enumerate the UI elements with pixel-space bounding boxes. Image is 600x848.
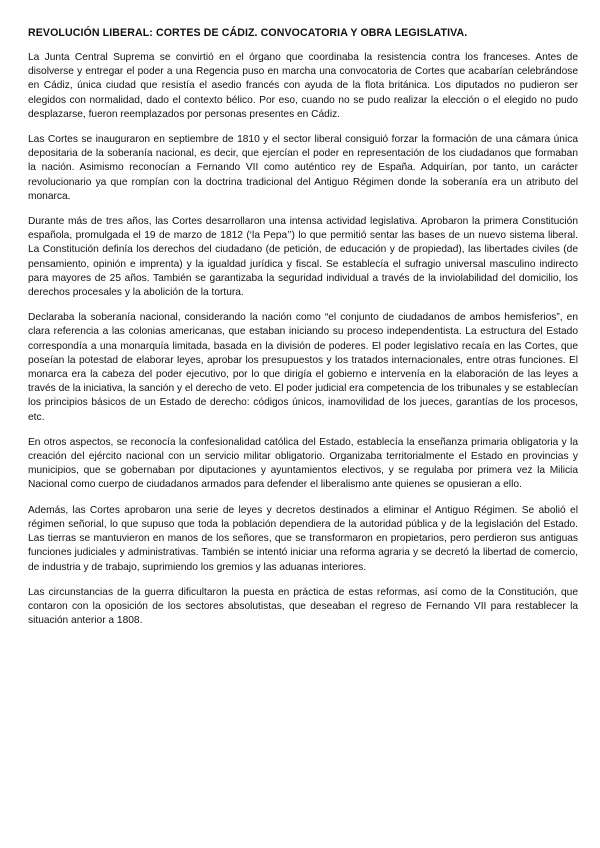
- paragraph-2: Las Cortes se inauguraron en septiembre de 1810 y el sector liberal consiguió forzar la formación de una cámara única depositaria de la soberanía nacional, es decir, que ejercían el poder en representación de los ciudadanos que formaban la nación. Asimismo reconocían a Fernando VII como auténtico rey de España. Adquirían, por tanto, un carácter revolucionario ya que rompían con la doctrina tradicional del Antiguo Régimen donde la soberanía era un atributo del monarca.: [28, 134, 578, 202]
- document-title: REVOLUCIÓN LIBERAL: CORTES DE CÁDIZ. CONVOCATORIA Y OBRA LEGISLATIVA.: [28, 27, 468, 39]
- paragraph-3: Durante más de tres años, las Cortes desarrollaron una intensa actividad legislativa. Aprobaron la primera Constitución española, promulgada el 19 de marzo de 1812 (‘la Pepa’’) lo que permitió sentar las bases de un nuevo sistema liberal. La Constitución definía los derechos del ciudadano (de petición, de educación y de propiedad), las libertades civiles (de pensamiento, opinión e imprenta) y la igualdad jurídica y fiscal. Se establecía el sufragio universal masculino indirecto para mayores de 25 años. También se garantizaba la seguridad individual a través de la inviolabilidad del domicilio, los derechos procesales y la abolición de la tortura.: [28, 216, 578, 299]
- paragraph-6: Además, las Cortes aprobaron una serie de leyes y decretos destinados a eliminar el Antiguo Régimen. Se abolió el régimen señorial, lo que supuso que toda la población dependiera de la autoridad pública y de la legislación del Estado. Las tierras se mantuvieron en manos de los señores, que se transformaron en propietarios, pero perdieron sus antiguas funciones judiciales y administrativas. También se intentó iniciar una reforma agraria y se decretó la libertad de comercio, de industria y de trabajo, suprimiendo los gremios y las aduanas interiores.: [28, 504, 578, 573]
- paragraph-4: Declaraba la soberanía nacional, considerando la nación como “el conjunto de ciudadanos de ambos hemisferios”, en clara referencia a las colonias americanas, que estaban iniciando su proceso independentista. La estructura del Estado correspondía a una monarquía limitada, basada en la división de poderes. El poder legislativo recaía en las Cortes, que poseían la potestad de elaborar leyes, aprobar los presupuestos y los tratados internacionales, entre otras funciones. El monarca era la cabeza del poder ejecutivo, por lo que dirigía el gobierno e intervenía en la elaboración de las leyes a través de la iniciativa, la sanción y el derecho de veto. El poder judicial era competencia de los tribunales y se establecían los principios básicos de un Estado de derecho: códigos únicos, inamovilidad de los jueces, garantías de los procesos, etc.: [28, 312, 578, 423]
- paragraph-1: La Junta Central Suprema se convirtió en el órgano que coordinaba la resistencia contra los franceses. Antes de disolverse y entregar el poder a una Regencia puso en marcha una convocatoria de Cortes que acabarían celebrándose en Cádiz, única ciudad que resistía el asedio francés con ayuda de la flota británica. Los diputados no pudieron ser elegidos con normalidad, dado el contexto bélico. Por eso, cuando no se pudo realizar la elección o el elegido no pudo desplazarse, fueron reemplazados por personas presentes en Cádiz.: [28, 52, 578, 120]
- paragraph-5: En otros aspectos, se reconocía la confesionalidad católica del Estado, establecía la enseñanza primaria obligatoria y la creación del ejército nacional con un servicio militar obligatorio. Organizaba territorialmente el Estado en provincias y municipios, que se gobernaban por diputaciones y ayuntamientos electivos, y se regulaba por primera vez la Milicia Nacional como cuerpo de ciudadanos armados para defender el liberalismo ante quienes se opusieran a ello.: [28, 436, 578, 491]
- paragraph-7: Las circunstancias de la guerra dificultaron la puesta en práctica de estas reformas, así como de la Constitución, que contaron con la oposición de los sectores absolutistas, que deseaban el regreso de Fernando VII para restablecer la situación anterior a 1808.: [28, 586, 578, 627]
